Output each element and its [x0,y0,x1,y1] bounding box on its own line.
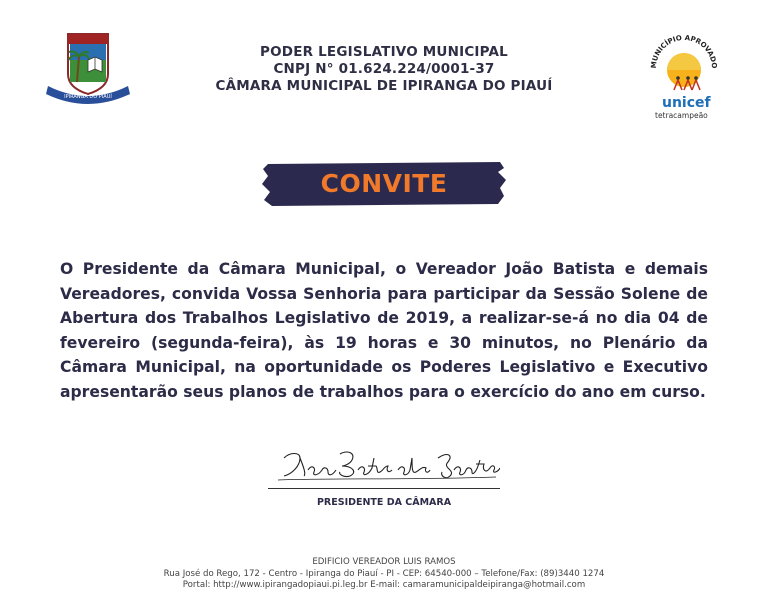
footer-building: EDIFICIO VEREADOR LUIS RAMOS [312,557,456,567]
header-line-chamber: CÂMARA MUNICIPAL DE IPIRANGA DO PIAUÍ [215,78,553,94]
signature-line [268,488,500,489]
document-footer [100,557,668,592]
header-line-institution: PODER LEGISLATIVO MUNICIPAL [260,44,508,60]
seal-subtitle: tetracampeão [655,111,708,120]
unicef-wordmark: unicef [662,95,711,111]
invitation-body: O Presidente da Câmara Municipal, o Vereador João Batista e demais Vereadores, convida Vossa Senhoria para participar da Sessão Solene de Abertura dos Trabalhos Legislativo de 2019, a realizar-se-á no dia 04 de fevereiro (segunda-feira), às 19 horas e 30 minutos, no Plenário da Câmara Municipal, na oportunidade os Poderes Legislativo e Executivo apresentarão seus planos de trabalhos para o exercício do ano em curso. [60,260,708,401]
crest-banner-text: IPIRANGA DO PIAUÍ [64,94,112,100]
header-line-cnpj: CNPJ N° 01.624.224/0001-37 [273,61,495,77]
document-header [170,44,598,95]
signatory-role: PRESIDENTE DA CÂMARA [316,497,452,508]
municipal-crest-logo [44,30,132,108]
document-title: CONVITE [320,168,448,198]
footer-address: Rua José do Rego, 172 - Centro - Ipiranga do Piauí - PI - CEP: 64540-000 – Telefone/Fax: (89)3440 1274 [163,568,605,579]
handwritten-signature [270,444,500,484]
seal-arc-text: MUNICÍPIO APROVADO [649,33,719,69]
footer-contact: Portal: http://www.ipirangadopiaui.pi.leg.br E-mail: camaramunicipaldeipiranga@hotmail.com [182,580,586,590]
